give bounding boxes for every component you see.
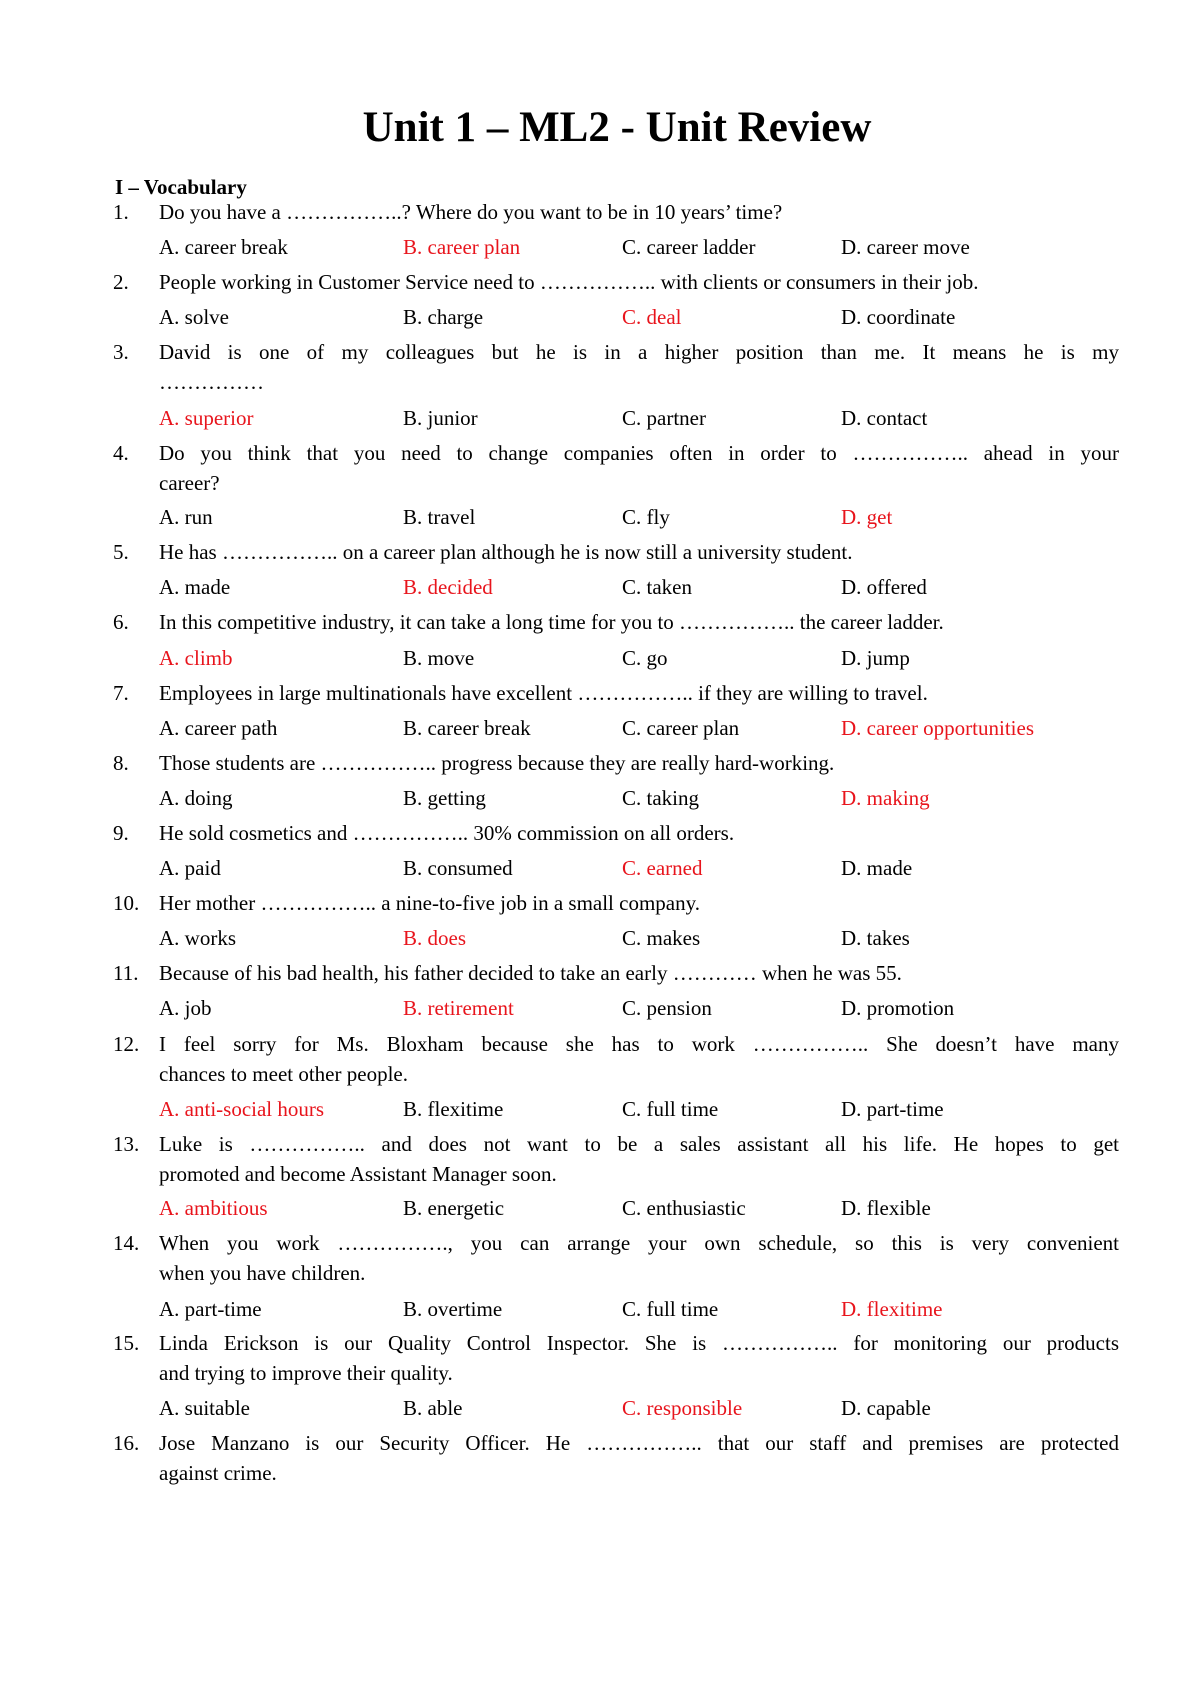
- answer-option: D. jump: [841, 646, 910, 670]
- answer-option: C. enthusiastic: [622, 1196, 746, 1220]
- answer-option: A. solve: [159, 305, 229, 329]
- question-number: 5.: [113, 540, 129, 564]
- answer-option-correct: C. earned: [622, 856, 703, 880]
- question-number: 12.: [113, 1032, 140, 1056]
- answer-option: B. junior: [403, 406, 478, 430]
- answer-option: A. doing: [159, 786, 233, 810]
- section-heading: I – Vocabulary: [115, 175, 247, 199]
- answer-option: B. career break: [403, 716, 531, 740]
- answer-option: B. consumed: [403, 856, 513, 880]
- question-text: He has …………….. on a career plan although he is now still a university student.: [159, 540, 853, 564]
- answer-option: B. able: [403, 1396, 463, 1420]
- answer-option: B. travel: [403, 505, 476, 529]
- answer-option: B. move: [403, 646, 475, 670]
- question-text: career?: [159, 471, 220, 495]
- answer-option: C. full time: [622, 1097, 719, 1121]
- answer-option: D. coordinate: [841, 305, 956, 329]
- question-text: He sold cosmetics and …………….. 30% commission on all orders.: [159, 821, 735, 845]
- question-text: I feel sorry for Ms. Bloxham because she has to work …………….. She doesn’t have many: [159, 1032, 1119, 1056]
- question-number: 4.: [113, 441, 129, 465]
- answer-option-correct: D. career opportunities: [841, 716, 1035, 740]
- answer-option: A. works: [159, 926, 236, 950]
- question-text: Her mother …………….. a nine-to-five job in a small company.: [159, 891, 701, 915]
- answer-option-correct: B. does: [403, 926, 466, 950]
- answer-option: A. paid: [159, 856, 221, 880]
- page-title: Unit 1 – ML2 - Unit Review: [362, 104, 872, 151]
- answer-option-correct: C. deal: [622, 305, 682, 329]
- answer-option-correct: A. climb: [159, 646, 233, 670]
- question-number: 14.: [113, 1231, 140, 1255]
- question-text: Employees in large multinationals have excellent …………….. if they are willing to travel.: [159, 681, 928, 705]
- answer-option-correct: D. flexitime: [841, 1297, 943, 1321]
- answer-option: C. makes: [622, 926, 701, 950]
- question-number: 3.: [113, 340, 129, 364]
- question-text: In this competitive industry, it can take a long time for you to …………….. the career ladder.: [159, 610, 944, 634]
- answer-option-correct: A. anti-social hours: [159, 1097, 325, 1121]
- question-number: 16.: [113, 1431, 140, 1455]
- answer-option: C. taken: [622, 575, 692, 599]
- answer-option: C. taking: [622, 786, 699, 810]
- answer-option: D. part-time: [841, 1097, 944, 1121]
- answer-option-correct: B. retirement: [403, 996, 514, 1020]
- answer-option: D. contact: [841, 406, 928, 430]
- question-number: 6.: [113, 610, 129, 634]
- answer-option: D. offered: [841, 575, 927, 599]
- question-text: Do you think that you need to change companies often in order to …………….. ahead in your: [159, 441, 1119, 465]
- answer-option-correct: A. superior: [159, 406, 254, 430]
- answer-option: C. full time: [622, 1297, 719, 1321]
- answer-option: A. career break: [159, 235, 288, 259]
- question-number: 9.: [113, 821, 129, 845]
- question-number: 13.: [113, 1132, 140, 1156]
- question-text: chances to meet other people.: [159, 1062, 408, 1086]
- question-number: 2.: [113, 270, 129, 294]
- question-text: Linda Erickson is our Quality Control Inspector. She is …………….. for monitoring our products: [159, 1331, 1119, 1355]
- question-text: Luke is …………….. and does not want to be a sales assistant all his life. He hopes to get: [159, 1132, 1119, 1156]
- answer-option: A. career path: [159, 716, 278, 740]
- question-number: 8.: [113, 751, 129, 775]
- answer-option: B. charge: [403, 305, 484, 329]
- answer-option: A. made: [159, 575, 231, 599]
- answer-option: D. capable: [841, 1396, 931, 1420]
- answer-option: B. overtime: [403, 1297, 503, 1321]
- answer-option: C. pension: [622, 996, 712, 1020]
- answer-option: A. part-time: [159, 1297, 262, 1321]
- answer-option: D. career move: [841, 235, 970, 259]
- answer-option: B. flexitime: [403, 1097, 504, 1121]
- question-text: Jose Manzano is our Security Officer. He …………….. that our staff and premises are protected: [159, 1431, 1119, 1455]
- question-text: promoted and become Assistant Manager soon.: [159, 1162, 557, 1186]
- question-text: People working in Customer Service need to …………….. with clients or consumers in their job.: [159, 270, 979, 294]
- answer-option: D. made: [841, 856, 913, 880]
- answer-option: A. run: [159, 505, 213, 529]
- answer-option: D. promotion: [841, 996, 955, 1020]
- question-number: 15.: [113, 1331, 140, 1355]
- question-text: ……………: [159, 370, 264, 394]
- answer-option: A. suitable: [159, 1396, 250, 1420]
- question-number: 7.: [113, 681, 129, 705]
- answer-option-correct: C. responsible: [622, 1396, 743, 1420]
- answer-option-correct: D. making: [841, 786, 930, 810]
- question-number: 10.: [113, 891, 140, 915]
- answer-option: A. job: [159, 996, 212, 1020]
- answer-option: D. flexible: [841, 1196, 931, 1220]
- answer-option-correct: D. get: [841, 505, 893, 529]
- question-number: 1.: [113, 200, 129, 224]
- answer-option: B. getting: [403, 786, 486, 810]
- question-text: when you have children.: [159, 1261, 366, 1285]
- question-text: When you work ……………., you can arrange your own schedule, so this is very convenient: [159, 1231, 1119, 1255]
- answer-option: C. career ladder: [622, 235, 756, 259]
- answer-option: C. career plan: [622, 716, 740, 740]
- question-text: Those students are …………….. progress because they are really hard-working.: [159, 751, 835, 775]
- answer-option: D. takes: [841, 926, 910, 950]
- question-text: against crime.: [159, 1461, 277, 1485]
- answer-option: C. go: [622, 646, 668, 670]
- question-text: Because of his bad health, his father decided to take an early ………… when he was 55.: [159, 961, 902, 985]
- answer-option-correct: B. career plan: [403, 235, 521, 259]
- question-number: 11.: [113, 961, 139, 985]
- answer-option: C. partner: [622, 406, 706, 430]
- answer-option-correct: B. decided: [403, 575, 493, 599]
- question-text: Do you have a ……………..? Where do you want to be in 10 years’ time?: [159, 200, 783, 224]
- answer-option: C. fly: [622, 505, 670, 529]
- answer-option-correct: A. ambitious: [159, 1196, 268, 1220]
- question-text: and trying to improve their quality.: [159, 1361, 453, 1385]
- question-text: David is one of my colleagues but he is in a higher position than me. It means he is my: [159, 340, 1119, 364]
- answer-option: B. energetic: [403, 1196, 505, 1220]
